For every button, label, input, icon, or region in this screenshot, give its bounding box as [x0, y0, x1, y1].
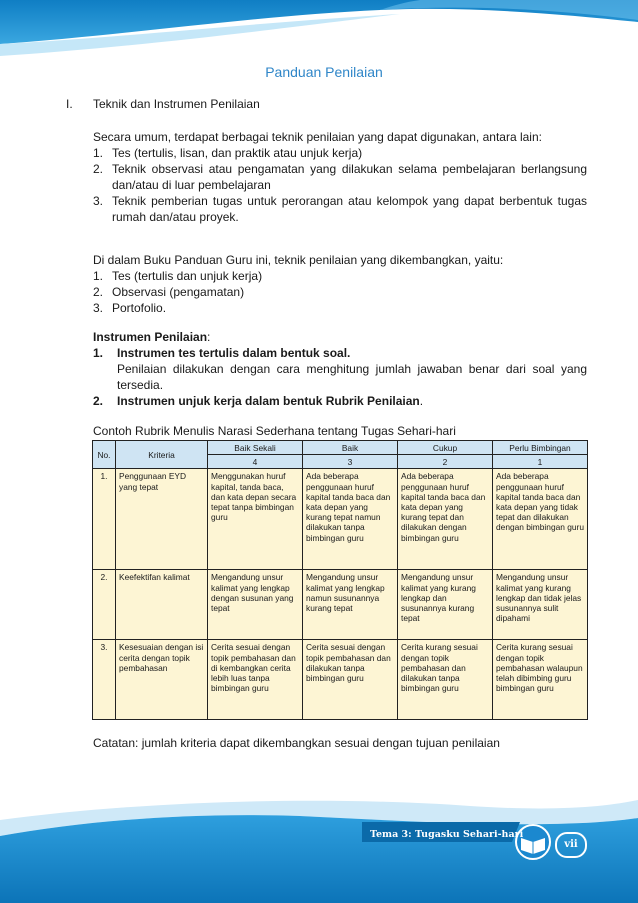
- header-level: Baik Sekali: [208, 441, 303, 455]
- header-score: 4: [208, 455, 303, 469]
- instruments-block: Instrumen Penilaian: 1. Instrumen tes tertulis dalam bentuk soal. Penilaian dilakukan dengan cara menghitung jumlah jawaban benar dari soal yang tersedia. 2. Instrumen unjuk kerja dalam bentuk Rubrik Penilaian.: [93, 330, 587, 408]
- list-item: 1. Instrumen tes tertulis dalam bentuk soal. Penilaian dilakukan dengan cara menghitung jumlah jawaban benar dari soal yang tersedia.: [93, 346, 587, 392]
- table-row: [93, 640, 588, 720]
- table-cell: Cerita kurang sesuai dengan topik pembahasan dan dilakukan tanpa bimbingan guru: [398, 640, 493, 720]
- table-cell: Ada beberapa penggunaan huruf kapital tanda baca dan kata depan yang tidak tepat dan dilakukan dengan bimbingan guru: [493, 469, 588, 570]
- row-number: 2.: [93, 570, 116, 640]
- instrument-title: Instrumen tes tertulis dalam bentuk soal.: [117, 346, 351, 360]
- intro-paragraph: Secara umum, terdapat berbagai teknik penilaian yang dapat digunakan, antara lain:: [93, 130, 542, 144]
- header-level: Cukup: [398, 441, 493, 455]
- list-item: 2. Teknik observasi atau pengamatan yang dilakukan selama pembelajaran berlangsung dan/atau di luar pembelajaran: [93, 162, 587, 192]
- table-cell: Ada beberapa penggunaan huruf kapital tanda baca dan kata depan yang kurang tepat namun dilakukan tanpa bimbingan guru: [303, 469, 398, 570]
- instrument-title: Instrumen unjuk kerja dalam bentuk Rubrik Penilaian: [117, 394, 420, 408]
- table-cell: Mengandung unsur kalimat yang kurang lengkap dan susunannya kurang tepat: [398, 570, 493, 640]
- developed-block: [93, 252, 587, 316]
- instruments-heading: Instrumen Penilaian: [93, 330, 208, 344]
- table-caption: Contoh Rubrik Menulis Narasi Sederhana tentang Tugas Sehari-hari: [93, 424, 456, 438]
- list-item: 1. Tes (tertulis, lisan, dan praktik atau unjuk kerja): [93, 146, 363, 160]
- list-item: 2. Observasi (pengamatan): [93, 285, 245, 299]
- section-number: I.: [66, 97, 73, 111]
- header-criteria: Kriteria: [116, 441, 208, 469]
- instrument-list: [93, 345, 587, 409]
- row-criteria: Keefektifan kalimat: [116, 570, 208, 640]
- row-criteria: Kesesuaian dengan isi cerita dengan topik pembahasan: [116, 640, 208, 720]
- table-row: [93, 469, 588, 570]
- table-cell: Cerita sesuai dengan topik pembahasan dan di kembangkan cerita lebih luas tanpa bimbingan guru: [208, 640, 303, 720]
- list-item: 3. Portofolio.: [93, 301, 167, 315]
- row-number: 3.: [93, 640, 116, 720]
- list-item: 1. Tes (tertulis dan unjuk kerja): [93, 269, 263, 283]
- header-level: Perlu Bimbingan: [493, 441, 588, 455]
- table-row: [93, 570, 588, 640]
- table-cell: Mengandung unsur kalimat yang kurang lengkap dan tidak jelas susunannya sulit dipahami: [493, 570, 588, 640]
- table-cell: Ada beberapa penggunaan huruf kapital tanda baca dan kata depan yang kurang tepat dan dilakukan dengan bimbingan guru: [398, 469, 493, 570]
- header-score: 2: [398, 455, 493, 469]
- developed-list: [93, 268, 587, 316]
- techniques-block: [93, 129, 587, 225]
- table-cell: Cerita kurang sesuai dengan topik pembahasan walaupun telah dibimbing guru bimbingan guru: [493, 640, 588, 720]
- list-item: 2. Instrumen unjuk kerja dalam bentuk Rubrik Penilaian.: [93, 394, 424, 408]
- table-note: Catatan: jumlah kriteria dapat dikembangkan sesuai dengan tujuan penilaian: [93, 736, 500, 750]
- page-number: vii: [555, 832, 587, 858]
- header-score: 3: [303, 455, 398, 469]
- technique-list: [93, 145, 587, 225]
- list-item: 3. Teknik pemberian tugas untuk perorangan atau kelompok yang dapat berbentuk tugas rumah dan/atau proyek.: [93, 194, 587, 224]
- table-cell: Mengandung unsur kalimat yang lengkap dengan susunan yang tepat: [208, 570, 303, 640]
- table-cell: Menggunakan huruf kapital, tanda baca, dan kata depan secara tepat tanpa bimbingan guru: [208, 469, 303, 570]
- row-criteria: Penggunaan EYD yang tepat: [116, 469, 208, 570]
- book-intro: Di dalam Buku Panduan Guru ini, teknik penilaian yang dikembangkan, yaitu:: [93, 253, 504, 267]
- header-score: 1: [493, 455, 588, 469]
- table-cell: Cerita sesuai dengan topik pembahasan dan dilakukan tanpa bimbingan guru: [303, 640, 398, 720]
- footer-theme: Tema 3: Tugasku Sehari-hari: [370, 829, 524, 840]
- instrument-desc: Penilaian dilakukan dengan cara menghitung jumlah jawaban benar dari soal yang tersedia.: [117, 362, 587, 392]
- row-number: 1.: [93, 469, 116, 570]
- header-level: Baik: [303, 441, 398, 455]
- section-heading: Teknik dan Instrumen Penilaian: [93, 97, 260, 111]
- page-title: Panduan Penilaian: [265, 64, 383, 80]
- header-no: No.: [93, 441, 116, 469]
- rubric-table: [92, 440, 588, 720]
- table-cell: Mengandung unsur kalimat yang lengkap namun susunannya kurang tepat: [303, 570, 398, 640]
